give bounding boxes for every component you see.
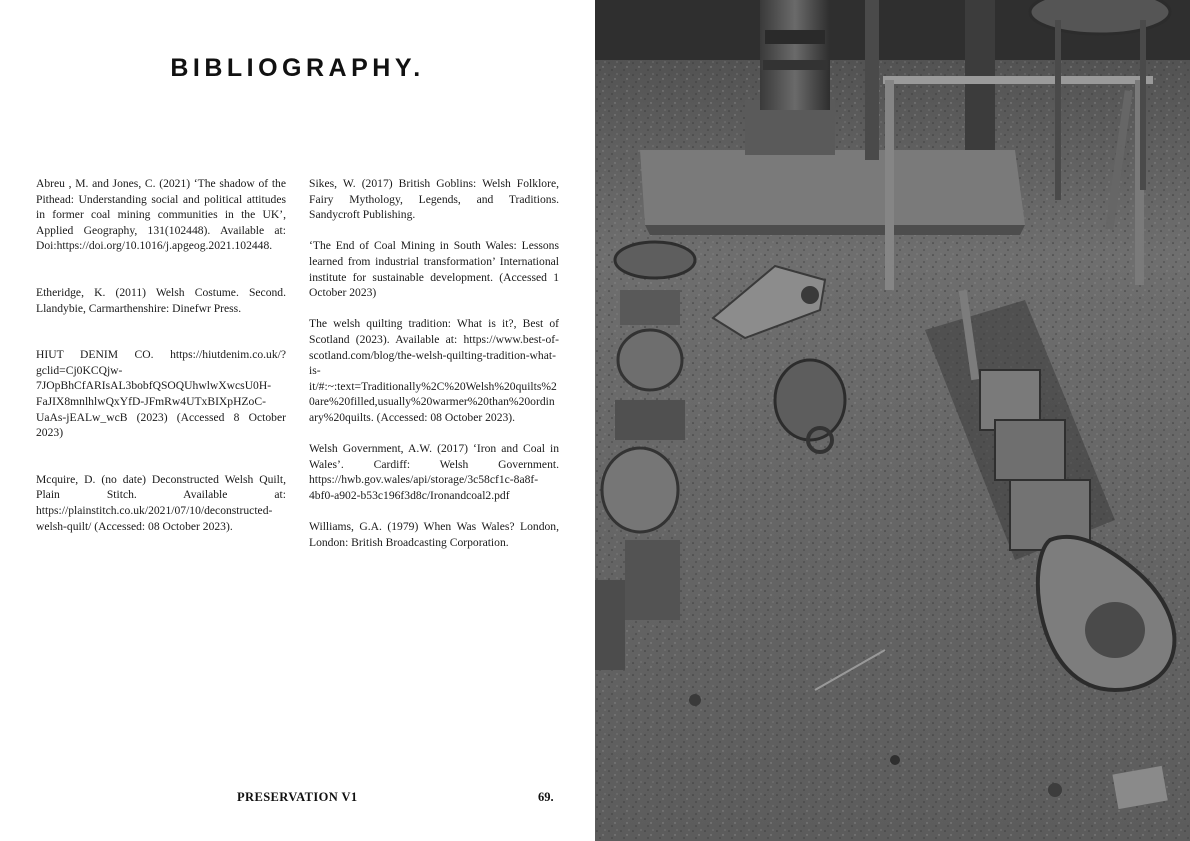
- bibliography-entry-sikes: Sikes, W. (2017) British Goblins: Welsh Folklore, Fairy Mythology, Legends, and Traditions. Sandycroft Publishing.: [309, 177, 559, 222]
- footer-publication-title: PRESERVATION V1: [237, 790, 358, 804]
- page-title: BIBLIOGRAPHY.: [170, 54, 425, 82]
- bibliography-column-right: [309, 176, 559, 550]
- page-number: 69.: [538, 790, 554, 804]
- bibliography-entry-abreu: Abreu , M. and Jones, C. (2021) ‘The shadow of the Pithead: Understanding social and political attitudes in former coal mining communities in the UK’, Applied Geography, 131(102448). Available at: Doi:https://doi.org/10.1016/j.apgeog.2021.102448.: [36, 177, 286, 253]
- bibliography-entry-end-of-coal-mining: ‘The End of Coal Mining in South Wales: Lessons learned from industrial transformation’ International institute for sustainable development. (Accessed 1 October 2023): [309, 239, 559, 300]
- ironworks-photo-illustration: [595, 0, 1190, 841]
- bibliography-entry-mcquire: Mcquire, D. (no date) Deconstructed Welsh Quilt, Plain Stitch. Available at: https://plainstitch.co.uk/2021/07/10/deconstructed-welsh-quilt/ (Accessed: 08 October 2023).: [36, 472, 286, 533]
- ironworks-photo: [595, 0, 1190, 841]
- bibliography-entry-welsh-government: Welsh Government, A.W. (2017) ‘Iron and Coal in Wales’. Cardiff: Welsh Government. https://hwb.gov.wales/api/storage/3c58cf1c-8a8f-4bf0-a902-b53c196f3d8c/Ironandcoal2.pdf: [309, 442, 559, 502]
- bibliography-entry-williams: Williams, G.A. (1979) When Was Wales? London, London: British Broadcasting Corporation.: [309, 520, 559, 549]
- bibliography-entry-etheridge: Etheridge, K. (2011) Welsh Costume. Second. Llandybie, Carmarthenshire: Dinefwr Press.: [36, 285, 286, 315]
- bibliography-column-left: [36, 176, 286, 534]
- bibliography-entry-hiut-denim: HIUT DENIM CO. https://hiutdenim.co.uk/?gclid=Cj0KCQjw-7JOpBhCfARIsAL3bobfQSOQUhwlwXwcsU0H-FaJIX8mnlhlwQxYfD-JFmRw4UTxBIXpHZoC-UaAs-jEALw_wcB (2023) (Accessed 8 October 2023): [36, 348, 286, 440]
- bibliography-entry-welsh-quilting: The welsh quilting tradition: What is it?, Best of Scotland (2023). Available at: https://www.best-of-scotland.com/blog/the-welsh-quilting-tradition-what-is-it/#:~:text=Traditionally%2C%20Welsh%20quilts%20are%20filled,usually%20warmer%20than%20ordinary%20quilts. (Accessed: 08 October 2023).: [309, 317, 559, 424]
